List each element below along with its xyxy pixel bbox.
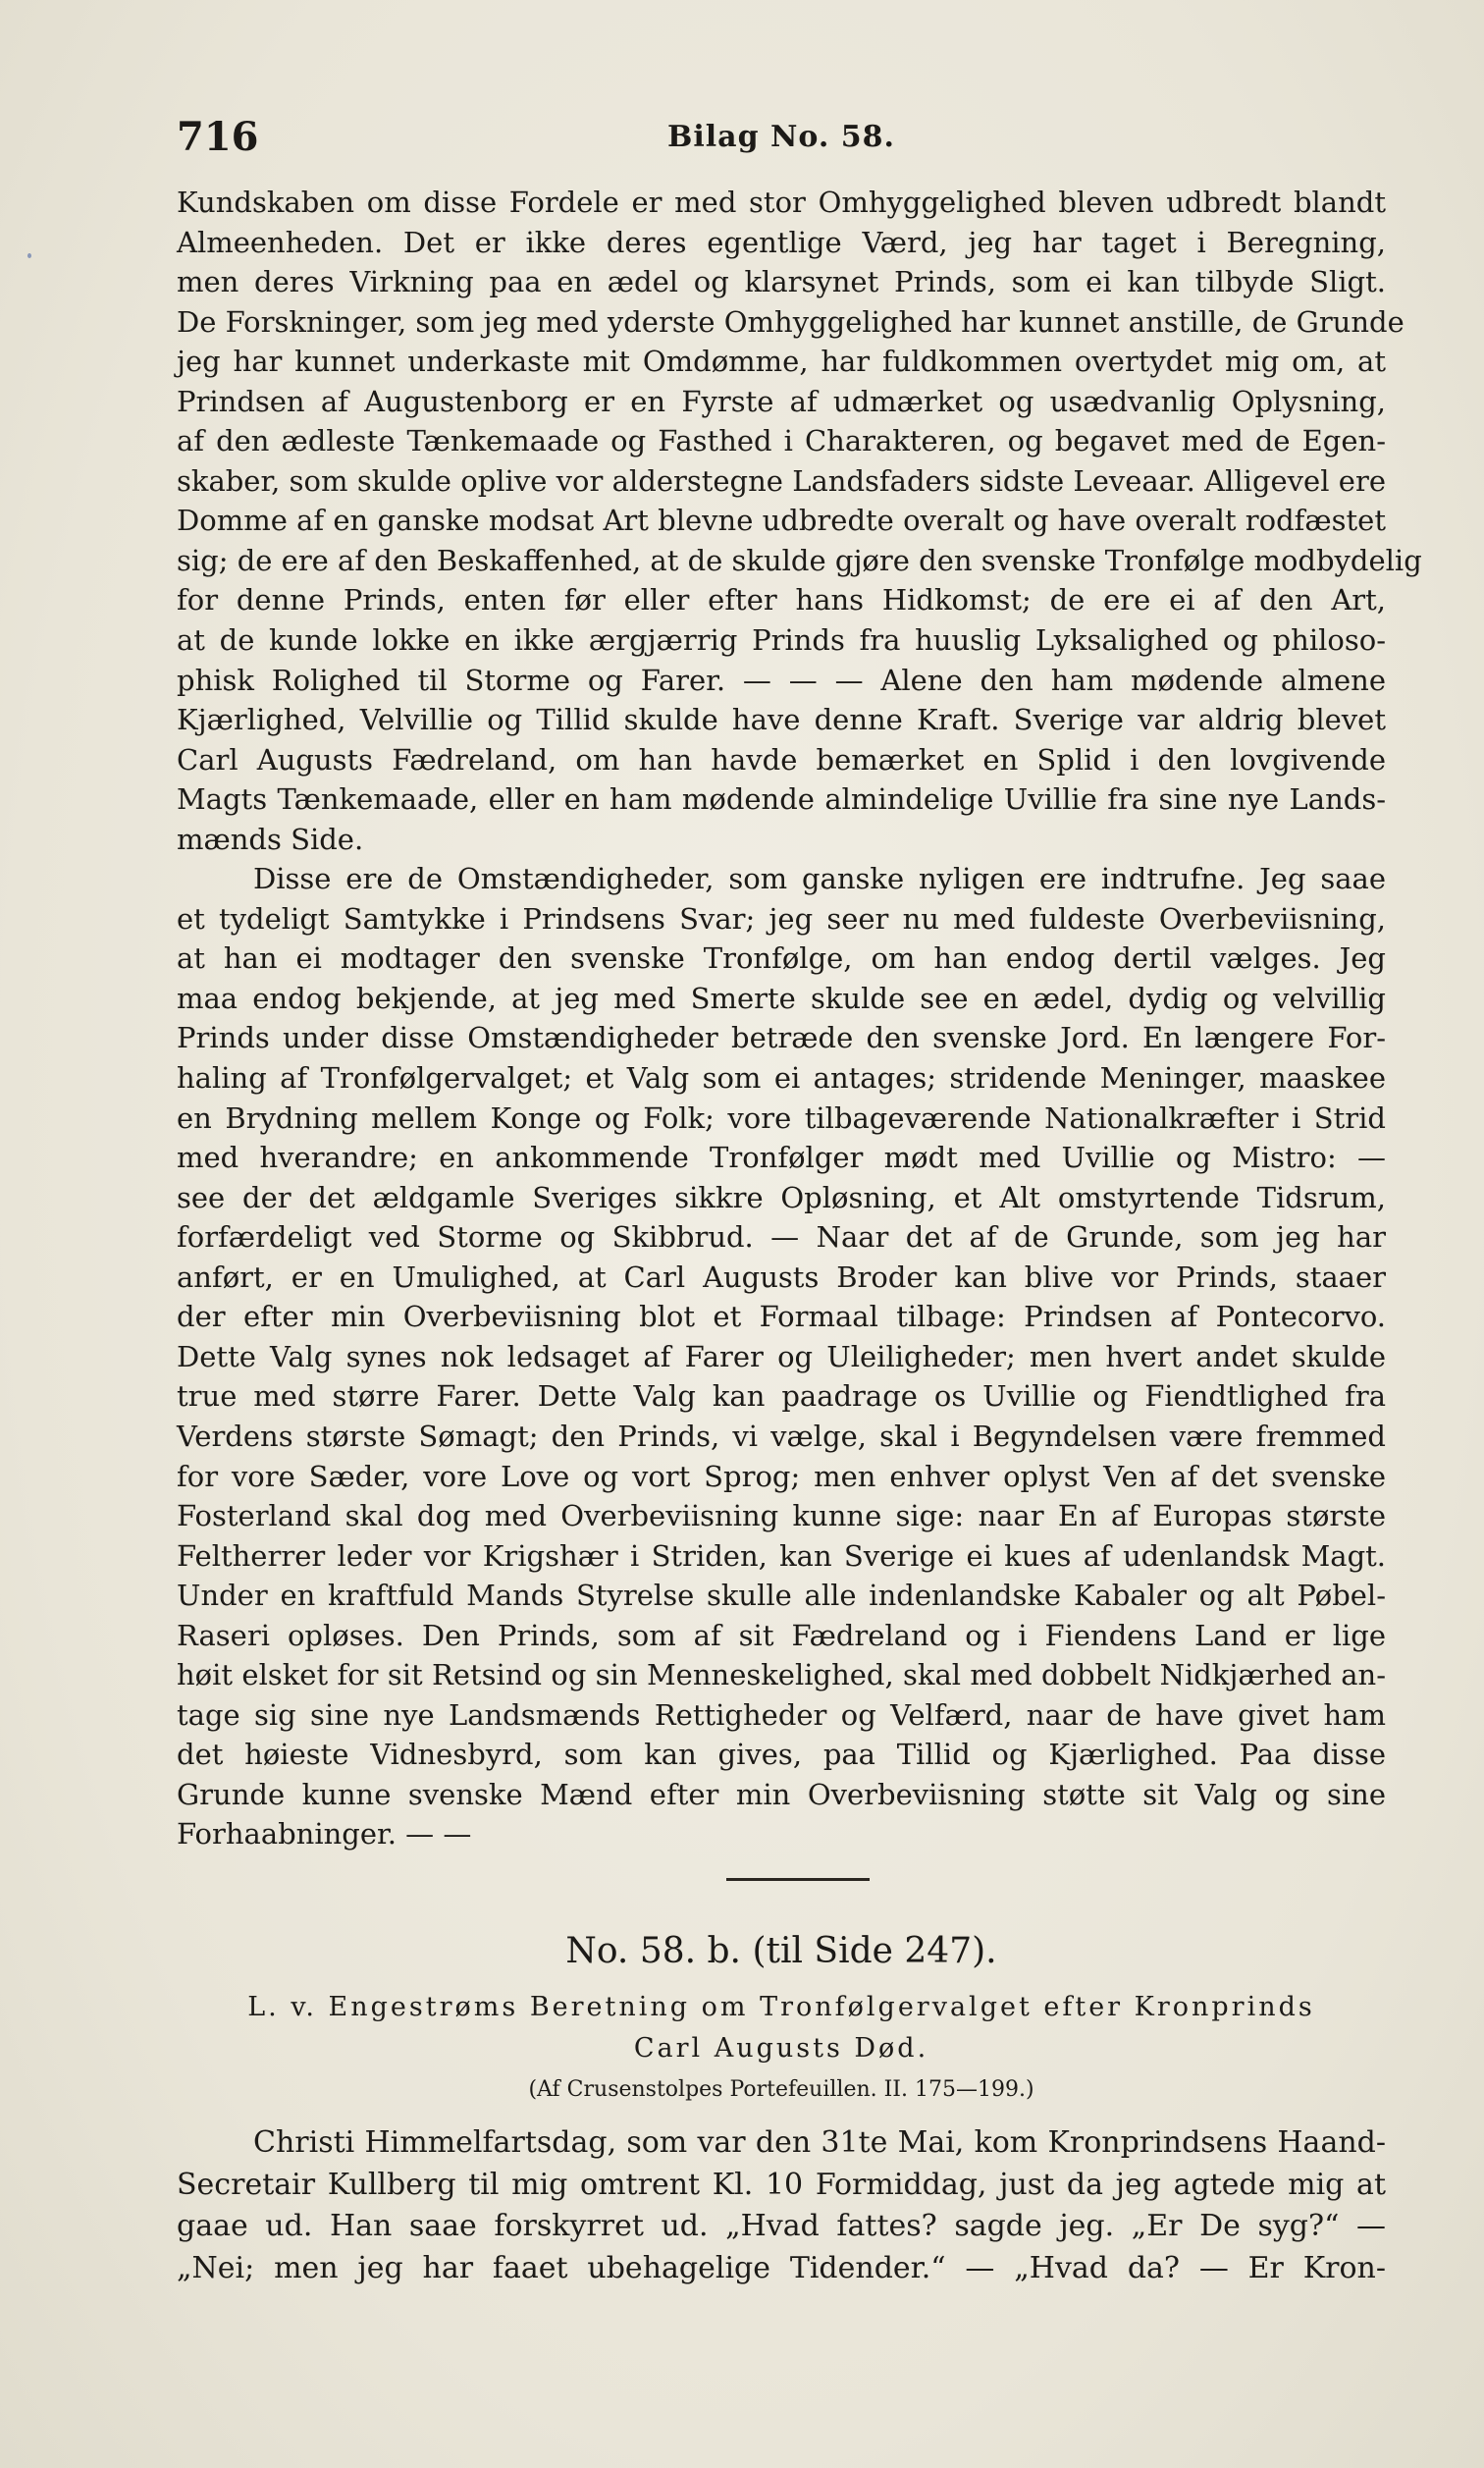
main-text xyxy=(177,183,1422,1854)
text-line: anført, er en Umulighed, at Carl Augusts Broder kan blive vor Prinds, staaer xyxy=(177,1260,1386,1294)
text-line: Prinds under disse Omstændigheder betræde den svenske Jord. En længere For- xyxy=(177,1021,1386,1055)
text-line: med hverandre; en ankommende Tronfølger mødt med Uvillie og Mistro: — xyxy=(177,1141,1386,1175)
section-title-line: L. v. Engestrøms Beretning om Tronfølgervalget efter Kronprinds xyxy=(247,1992,1315,2022)
text-line: Kundskaben om disse Fordele er med stor Omhyggelighed bleven udbredt blandt xyxy=(177,186,1386,219)
ink-speck xyxy=(27,253,31,258)
text-line: Prindsen af Augustenborg er en Fyrste af udmærket og usædvanlig Oplysning, xyxy=(177,384,1386,418)
section-title xyxy=(226,1987,1337,2069)
text-line: Disse ere de Omstændigheder, som ganske nyligen ere indtrufne. Jeg saae xyxy=(253,862,1386,896)
text-line: forfærdeligt ved Storme og Skibbrud. — Naar det af de Grunde, som jeg har xyxy=(177,1220,1386,1255)
page-header xyxy=(177,110,1386,165)
page-number: 716 xyxy=(177,114,259,160)
text-line: for vore Sæder, vore Love og vort Sprog; men enhver oplyst Ven af det svenske xyxy=(177,1459,1386,1493)
text-line: mænds Side. xyxy=(177,822,364,856)
text-line: Under en kraftfuld Mands Styrelse skulle alle indenlandske Kabaler og alt Pøbel- xyxy=(177,1579,1386,1613)
text-line: af den ædleste Tænkemaade og Fasthed i Charakteren, og begavet med de Egen- xyxy=(177,424,1386,458)
text-line: De Forskninger, som jeg med yderste Omhyggelighed har kunnet anstille, de Grunde xyxy=(177,304,1404,339)
text-line: at de kunde lokke en ikke ærgjærrig Prinds fra huuslig Lyksalighed og philoso- xyxy=(177,623,1386,658)
text-line: men deres Virkning paa en ædel og klarsynet Prinds, som ei kan tilbyde Sligt. xyxy=(177,265,1386,299)
text-line: Domme af en ganske modsat Art blevne udbredte overalt og have overalt rodfæstet xyxy=(177,504,1386,538)
text-line: et tydeligt Samtykke i Prindsens Svar; jeg seer nu med fuldeste Overbeviisning, xyxy=(177,901,1386,936)
text-line: høit elsket for sit Retsind og sin Menneskelighed, skal med dobbelt Nidkjærhed an- xyxy=(177,1658,1386,1692)
text-line: Magts Tænkemaade, eller en ham mødende almindelige Uvillie fra sine nye Lands- xyxy=(177,782,1386,817)
text-line: at han ei modtager den svenske Tronfølge, om han endog dertil vælges. Jeg xyxy=(177,941,1386,976)
text-line: Secretair Kullberg til mig omtrent Kl. 10 Formiddag, just da jeg agtede mig at xyxy=(177,2167,1386,2202)
text-line: Almeenheden. Det er ikke deres egentlige Værd, jeg har taget i Beregning, xyxy=(177,225,1386,259)
text-line: tage sig sine nye Landsmænds Rettigheder og Velfærd, naar de have givet ham xyxy=(177,1697,1386,1732)
text-line: maa endog bekjende, at jeg med Smerte skulde see en ædel, dydig og velvillig xyxy=(177,981,1386,1015)
text-line: en Brydning mellem Konge og Folk; vore tilbageværende Nationalkræfter i Strid xyxy=(177,1100,1386,1135)
text-line: for denne Prinds, enten før eller efter hans Hidkomst; de ere ei af den Art, xyxy=(177,583,1386,617)
text-line: Grunde kunne svenske Mænd efter min Overbeviisning støtte sit Valg og sine xyxy=(177,1777,1386,1811)
text-line: jeg har kunnet underkaste mit Omdømme, har fuldkommen overtydet mig om, at xyxy=(177,345,1386,379)
text-line: see der det ældgamle Sveriges sikkre Opløsning, et Alt omstyrtende Tidsrum, xyxy=(177,1180,1386,1214)
text-line: true med større Farer. Dette Valg kan paadrage os Uvillie og Fiendtlighed fra xyxy=(177,1379,1386,1414)
text-line: haling af Tronfølgervalget; et Valg som ei antages; stridende Meninger, maaskee xyxy=(177,1061,1386,1096)
text-line: det høieste Vidnesbyrd, som kan gives, paa Tillid og Kjærlighed. Paa disse xyxy=(177,1738,1386,1772)
section-number: No. 58. b. (til Side 247). xyxy=(565,1931,997,1971)
text-line: Forhaabninger. — — xyxy=(177,1817,472,1851)
section-source: (Af Crusenstolpes Portefeuillen. II. 175—199.) xyxy=(528,2077,1034,2102)
section-title-line: Carl Augusts Død. xyxy=(633,2033,929,2064)
text-line: „Nei; men jeg har faaet ubehagelige Tidender.“ — „Hvad da? — Er Kron- xyxy=(177,2250,1386,2285)
text-line: Kjærlighed, Velvillie og Tillid skulde have denne Kraft. Sverige var aldrig blevet xyxy=(177,703,1386,737)
text-line: Christi Himmelfartsdag, som var den 31te Mai, kom Kronprindsens Haand- xyxy=(253,2125,1386,2160)
text-line: Verdens største Sømagt; den Prinds, vi vælge, skal i Begyndelsen være fremmed xyxy=(177,1419,1386,1453)
text-line: Dette Valg synes nok ledsaget af Farer og Uleiligheder; men hvert andet skulde xyxy=(177,1339,1386,1373)
text-line: der efter min Overbeviisning blot et Formaal tilbage: Prindsen af Pontecorvo. xyxy=(177,1300,1386,1334)
text-line: gaae ud. Han saae forskyrret ud. „Hvad fattes? sagde jeg. „Er De syg?“ — xyxy=(177,2209,1386,2243)
section-text xyxy=(177,2122,1386,2289)
text-line: Feltherrer leder vor Krigshær i Striden, kan Sverige ei kues af udenlandsk Magt. xyxy=(177,1538,1386,1573)
text-line: skaber, som skulde oplive vor alderstegne Landsfaders sidste Leveaar. Alligevel ere xyxy=(177,463,1386,498)
text-line: sig; de ere af den Beskaffenhed, at de skulde gjøre den svenske Tronfølge modbydelig xyxy=(177,543,1422,577)
text-line: Carl Augusts Fædreland, om han havde bemærket en Splid i den lovgivende xyxy=(177,742,1386,777)
text-line: Raseri opløses. Den Prinds, som af sit Fædreland og i Fiendens Land er lige xyxy=(177,1618,1386,1652)
text-line: Fosterland skal dog med Overbeviisning kunne sige: naar En af Europas største xyxy=(177,1499,1386,1533)
running-head: Bilag No. 58. xyxy=(667,120,895,154)
section-divider xyxy=(726,1878,870,1881)
text-line: phisk Rolighed til Storme og Farer. — — — Alene den ham mødende almene xyxy=(177,663,1386,697)
